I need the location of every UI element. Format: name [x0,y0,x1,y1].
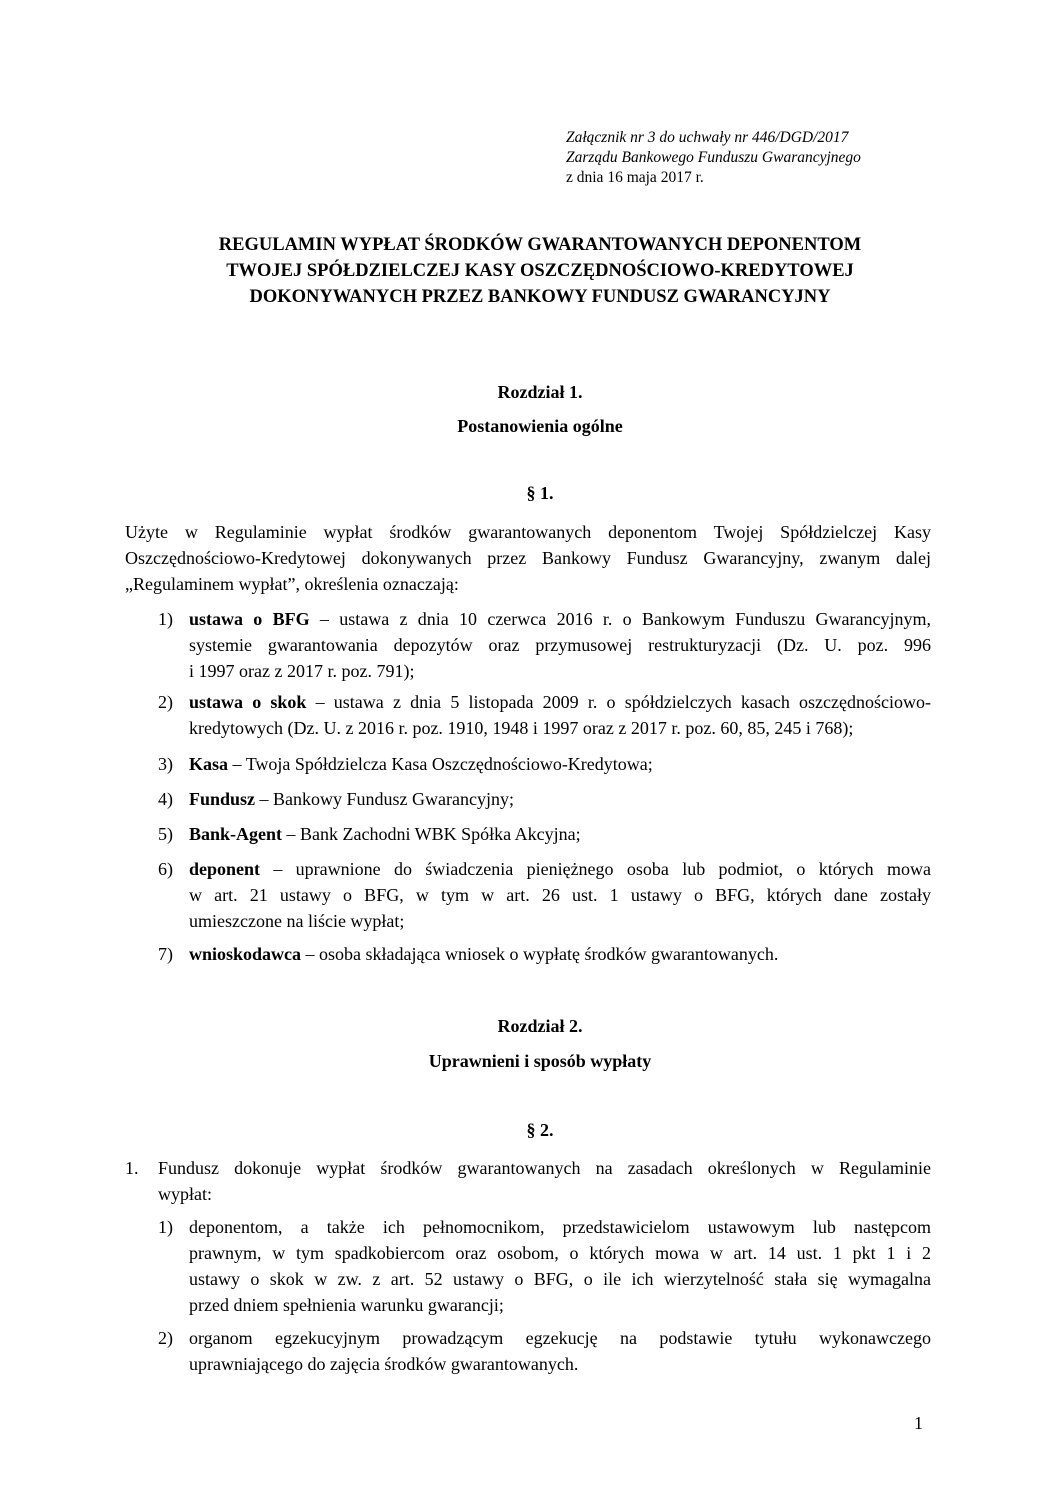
intro-line: „Regulaminem wypłat”, określenia oznaczają: [125,574,459,594]
title-line-2: TWOJEJ SPÓŁDZIELCZEJ KASY OSZCZĘDNOŚCIOWO-KREDYTOWEJ [226,261,854,281]
definition-term: Fundusz [189,789,256,809]
point-text: Fundusz dokonuje wypłat środków gwarantowanych na zasadach określonych w Regulaminie [158,1158,931,1178]
section-1-heading: § 1. [526,483,554,503]
item-number: 5) [158,824,173,844]
item-number: 4) [158,789,173,809]
item-number: 1) [158,609,173,629]
definition-term: ustawa o BFG [189,609,310,629]
definition-text: – ustawa z dnia 5 listopada 2009 r. o spółdzielczych kasach oszczędnościowo- [306,692,931,712]
section-2-heading: § 2. [526,1120,554,1140]
subitem-text: prawnym, w tym spadkobiercom oraz osobom, o których mowa w art. 14 ust. 1 pkt 1 i 2 [189,1243,931,1263]
annex-note [566,128,986,188]
definition-term: Kasa [189,754,229,774]
definition-term: Bank-Agent [189,824,283,844]
definition-text: – Bankowy Fundusz Gwarancyjny; [255,789,515,809]
section-1-intro [125,519,931,597]
definition-text: umieszczone na liście wypłat; [189,911,405,931]
intro-line: Użyte w Regulaminie wypłat środków gwarantowanych deponentom Twojej Spółdzielczej Kasy [125,522,931,542]
definition-term: deponent [189,859,261,879]
definition-text: i 1997 oraz z 2017 r. poz. 791); [189,661,415,681]
chapter-2-subheading: Uprawnieni i sposób wypłaty [428,1051,652,1071]
definition-text: – osoba składająca wniosek o wypłatę środków gwarantowanych. [301,944,779,964]
definition-text: w art. 21 ustawy o BFG, w tym w art. 26 ust. 1 ustawy o BFG, których dane zostały [189,885,931,905]
definition-term: ustawa o skok [189,692,307,712]
document-title [100,232,980,310]
annex-line-3: z dnia 16 maja 2017 r. [566,169,704,186]
chapter-2-heading: Rozdział 2. [497,1016,583,1036]
subitem-text: organom egzekucyjnym prowadzącym egzekucję na podstawie tytułu wykonawczego [189,1328,931,1348]
subitem-text: przed dniem spełnienia warunku gwarancji; [189,1295,504,1315]
definition-text: – ustawa z dnia 10 czerwca 2016 r. o Bankowym Funduszu Gwarancyjnym, [309,609,931,629]
definition-text: systemie gwarantowania depozytów oraz przymusowej restrukturyzacji (Dz. U. poz. 996 [189,635,931,655]
definition-text: – uprawnione do świadczenia pieniężnego osoba lub podmiot, o których mowa [260,859,931,879]
item-number: 2) [158,1328,173,1348]
subitem-text: deponentom, a także ich pełnomocnikom, przedstawicielom ustawowym lub następcom [189,1217,931,1237]
definition-term: wnioskodawca [189,944,302,964]
definition-text: – Bank Zachodni WBK Spółka Akcyjna; [282,824,581,844]
item-number: 1) [158,1217,173,1237]
point-text: wypłat: [158,1184,212,1204]
definition-text: – Twoja Spółdzielcza Kasa Oszczędnościowo-Kredytowa; [228,754,653,774]
title-line-1: REGULAMIN WYPŁAT ŚRODKÓW GWARANTOWANYCH DEPONENTOM [218,235,862,255]
annex-line-2: Zarządu Bankowego Funduszu Gwarancyjnego [566,149,861,166]
item-number: 7) [158,944,173,964]
subitem-text: ustawy o skok w zw. z art. 52 ustawy o BFG, o ile ich wierzytelność stała się wymagalna [189,1269,931,1289]
definition-text: kredytowych (Dz. U. z 2016 r. poz. 1910, 1948 i 1997 oraz z 2017 r. poz. 60, 85, 245 i 768); [189,718,854,738]
intro-line: Oszczędnościowo-Kredytowej dokonywanych przez Bankowy Fundusz Gwarancyjny, zwanym dalej [125,548,931,568]
item-number: 3) [158,754,173,774]
subitem-text: uprawniającego do zajęcia środków gwarantowanych. [189,1354,579,1374]
item-number: 6) [158,859,173,879]
chapter-1-subheading: Postanowienia ogólne [457,416,623,436]
item-number: 2) [158,692,173,712]
point-number: 1. [125,1158,139,1178]
page-number: 1 [914,1413,923,1433]
annex-line-1: Załącznik nr 3 do uchwały nr 446/DGD/2017 [566,129,849,146]
chapter-1-heading: Rozdział 1. [497,382,583,402]
title-line-3: DOKONYWANYCH PRZEZ BANKOWY FUNDUSZ GWARANCYJNY [249,287,831,307]
